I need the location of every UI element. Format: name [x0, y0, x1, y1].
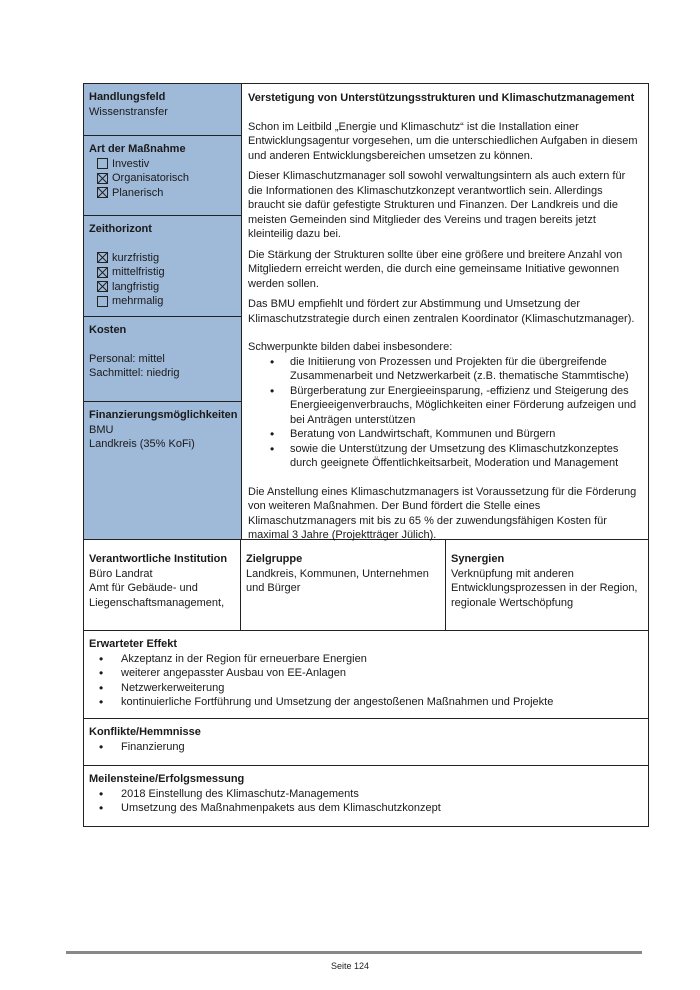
konflikte-section: [84, 719, 648, 766]
top-section: [84, 84, 648, 540]
footer-divider: [66, 951, 642, 954]
zielgruppe-cell: [241, 540, 446, 630]
paragraph-1: Schon im Leitbild „Energie und Klimaschutz“ ist die Installation einer Entwicklungsagentur vorgesehen, um die unterschiedlichen Aufgaben in diesem und anderen Entwicklungsbereichen umsetzen zu können.: [248, 120, 638, 162]
handlungsfeld-heading: Handlungsfeld: [89, 91, 166, 103]
measure-title: Verstetigung von Unterstützungsstrukturen und Klimaschutzmanagement: [248, 92, 635, 104]
institution-heading: Verantwortliche Institution: [89, 553, 228, 565]
checked-checkbox-icon: [97, 187, 108, 198]
zeithorizont-box: [84, 216, 241, 317]
list-item: • sowie die Unterstützung der Umsetzung des Klimaschutzkonzeptes durch geeignete Öffentlichkeitsarbeit, Moderation und Management: [248, 442, 642, 471]
meilensteine-heading: Meilensteine/Erfolgsmessung: [89, 773, 245, 785]
handlungsfeld-box: [84, 84, 241, 136]
option-label: kurzfristig: [112, 251, 160, 264]
checked-checkbox-icon: [97, 281, 108, 292]
option-label: langfristig: [112, 280, 160, 293]
checkbox-icon: [97, 296, 108, 307]
effekt-list: [89, 652, 643, 710]
finanzierung-box: [84, 402, 241, 539]
paragraph-2: Dieser Klimaschutzmanager soll sowohl verwaltungsintern als auch extern für die Informationen des Klimaschutzkonzept verantwortlich sein. Allerdings braucht sie dafür gefestigte Strukturen und Finanzen. Der Landkreis und die meisten Gemeinden sind Mitglieder des Vereins und tragen bereits jetzt kleinteilig dazu bei.: [248, 170, 626, 240]
option-label: mittelfristig: [112, 266, 165, 278]
zielgruppe-heading: Zielgruppe: [246, 553, 303, 565]
kosten-sachmittel: Sachmittel: niedrig: [89, 367, 180, 379]
list-item: • kontinuierliche Fortführung und Umsetzung der angestoßenen Maßnahmen und Projekte: [89, 695, 643, 710]
left-column: [84, 84, 242, 539]
finanzierung-heading: Finanzierungsmöglichkeiten: [89, 409, 238, 421]
option-label: mehrmalig: [112, 295, 164, 307]
checked-checkbox-icon: [97, 252, 108, 263]
measure-sheet: [83, 83, 649, 827]
institution-cell: [84, 540, 241, 630]
checked-checkbox-icon: [97, 173, 108, 184]
paragraph-5: Die Anstellung eines Klimaschutzmanagers ist Voraussetzung für die Förderung von weiteren Maßnahmen. Der Bund fördert die Stelle eines Klimaschutzmanagers mit bis zu 65 % der zuwendungsfähigen Kosten für maximal 3 Jahre (Projektträger Jülich).: [248, 485, 637, 541]
zeit-option-langfristig: [97, 280, 236, 295]
zeit-option-mehrmalig: [97, 294, 236, 309]
zeithorizont-heading: Zeithorizont: [89, 223, 152, 235]
effekt-section: [84, 631, 648, 719]
meilensteine-section: [84, 766, 648, 826]
list-item: • 2018 Einstellung des Klimaschutz-Managements: [89, 787, 643, 802]
zeit-option-kurzfristig: [97, 251, 236, 266]
list-item: • Bürgerberatung zur Energieeinsparung, -effizienz und Steigerung des Energieeigenverbrauchs, Möglichkeiten einer Förderung aufzeigen und bei Anträgen unterstützen: [248, 384, 642, 428]
description-column: [242, 84, 648, 539]
kosten-box: [84, 317, 241, 402]
list-item: • Finanzierung: [89, 740, 643, 755]
middle-section: [84, 540, 648, 631]
checked-checkbox-icon: [97, 267, 108, 278]
schwerpunkte-intro: Schwerpunkte bilden dabei insbesondere:: [248, 341, 453, 353]
kosten-personal: Personal: mittel: [89, 352, 165, 365]
konflikte-list: [89, 740, 643, 755]
finanzierung-line2: Landkreis (35% KoFi): [89, 438, 195, 450]
option-label: Planerisch: [112, 186, 164, 199]
effekt-heading: Erwarteter Effekt: [89, 638, 178, 650]
synergien-cell: [446, 540, 648, 630]
list-item: • Umsetzung des Maßnahmenpakets aus dem Klimaschutzkonzept: [89, 801, 643, 816]
meilensteine-list: [89, 787, 643, 816]
konflikte-heading: Konflikte/Hemmnisse: [89, 726, 201, 738]
art-option-investiv: [97, 157, 236, 172]
option-label: Organisatorisch: [112, 172, 190, 184]
art-option-organisatorisch: [97, 171, 236, 186]
handlungsfeld-value: Wissenstransfer: [89, 105, 168, 118]
institution-line1: Büro Landrat: [89, 567, 153, 580]
paragraph-3: Die Stärkung der Strukturen sollte über eine größere und breitere Anzahl von Mitgliedern erreicht werden, die durch eine gemeinsame Initiative gewonnen werden sollen.: [248, 248, 623, 290]
finanzierung-line1: BMU: [89, 423, 114, 436]
page-number: Seite 124: [330, 961, 370, 971]
art-heading: Art der Maßnahme: [89, 143, 186, 155]
list-item: • die Initiierung von Prozessen und Projekten für die übergreifende Zusammenarbeit und Netzwerkarbeit (z.B. thematische Stammtische): [248, 355, 642, 384]
institution-line2: Amt für Gebäude- und Liegenschaftsmanagement,: [89, 582, 225, 609]
list-item: • Netzwerkerweiterung: [89, 681, 643, 696]
checkbox-icon: [97, 158, 108, 169]
option-label: Investiv: [112, 157, 150, 170]
list-item: • weiterer angepasster Ausbau von EE-Anlagen: [89, 666, 643, 681]
schwerpunkte-list: [248, 355, 642, 471]
synergien-value: Verknüpfung mit anderen Entwicklungsprozessen in der Region, regionale Wertschöpfung: [451, 567, 638, 609]
synergien-heading: Synergien: [451, 553, 505, 565]
art-option-planerisch: [97, 186, 236, 201]
zeit-option-mittelfristig: [97, 265, 236, 280]
paragraph-4: Das BMU empfiehlt und fördert zur Abstimmung und Umsetzung der Klimaschutzstrategie durch einen zentralen Koordinator (Klimaschutzmanager).: [248, 298, 635, 325]
list-item: • Akzeptanz in der Region für erneuerbare Energien: [89, 652, 643, 667]
zielgruppe-value: Landkreis, Kommunen, Unternehmen und Bürger: [246, 567, 429, 594]
kosten-heading: Kosten: [89, 324, 127, 336]
art-box: [84, 136, 241, 216]
list-item: • Beratung von Landwirtschaft, Kommunen und Bürgern: [248, 427, 642, 442]
